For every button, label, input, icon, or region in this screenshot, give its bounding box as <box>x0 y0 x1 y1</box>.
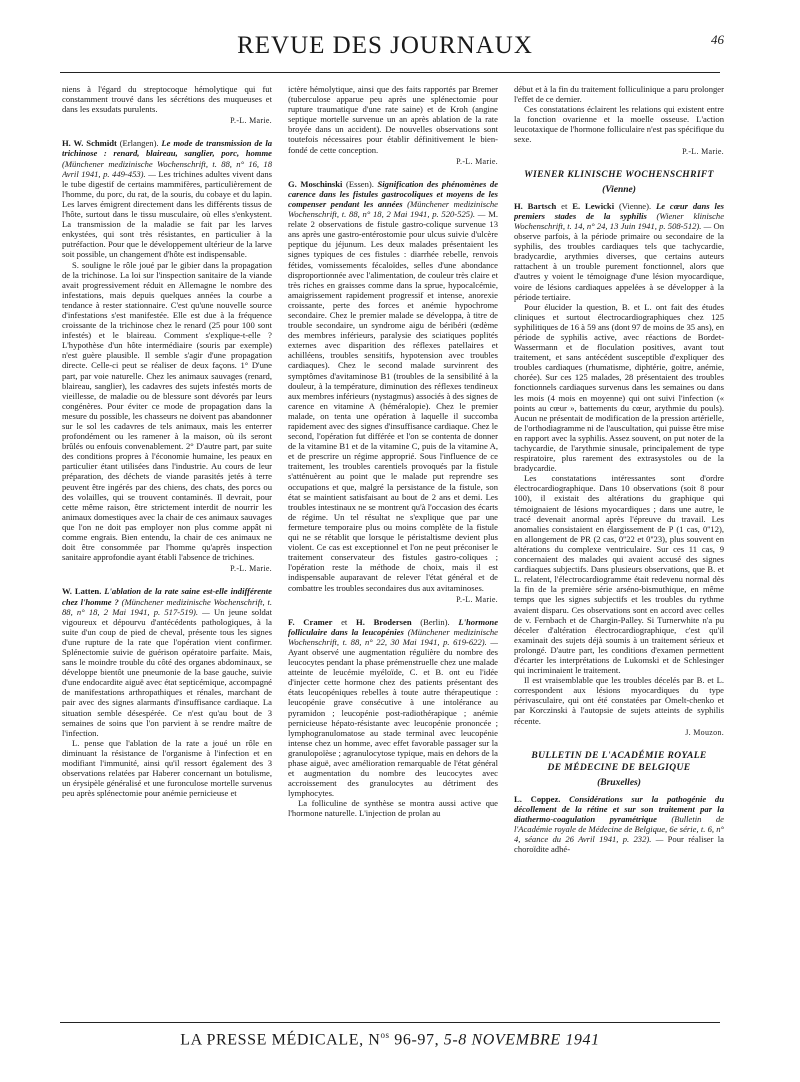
article-heading: H. Bartsch et E. Lewicki (Vienne). Le cœur dans les premiers stades de la syphilis (Wiener klinische Wochenschrift, t. 14, n° 24, 13 Juin 1941, p. 508-512). — On observe parfois, à la période primaire ou secondaire de la syphilis, des troubles cardiaques tels que tachycardie, bradycardie, arythmies diverses, que certains auteurs rattachent à un trouble purement fonctionnel, alors que d'autres y voient le témoignage d'une lésion myocardique, voire de lésions cardiaques appelées à se développer à la période tertiaire. <box>514 200 724 302</box>
paragraph: Ayant observé une augmentation régulière du nombre des leucocytes pendant la phase prémenstruelle chez une malade atteinte de leucémie myéloïde, C. et B. ont eu l'idée d'injecter cette hormone chez des patients présentant des états leucopéniques rebelles à toute autre thérapeutique : leucopénie grave consécutive à une intolérance au pyramidon ; leucopénie post-radiothérapique ; anémie pernicieuse hépato-résistante avec leucopénie prononcée ; lymphogranulomatose au stade terminal avec leucopénie intense chez un homme, avec effet favorable passager sur la granulopoïèse ; agranulocytose typique, mais en dehors de la phase aiguë, avec amélioration remarquable de l'état général et augmentation du nombre des leucocytes avec accroissement des granulocytes au détriment des lymphocytes. <box>288 646 498 799</box>
author: F. Cramer <box>288 616 333 627</box>
article-title: Signification des phénomènes de carence dans les fistules gastrocoliques et moyens de les compenser pendant les années <box>288 178 498 209</box>
citation: (Bulletin de l'Académie royale de Médecine de Belgique, 6e série, t. 6, n° 4, séance du 26 Avril 1941, p. 232). — <box>514 814 724 845</box>
article-title: Le cœur dans les premiers stades de la syphilis <box>514 200 724 221</box>
article-title: Le mode de transmission de la trichinose : renard, blaireau, sanglier, porc, homme <box>62 138 272 159</box>
issue-date: 5-8 NOVEMBRE 1941 <box>443 1031 600 1049</box>
paragraph: S. souligne le rôle joué par le gibier dans la propagation de la trichinose. La loi sur l'inspection sanitaire de la viande avait progressivement réduit en Allemagne le nombre des infestations, mais depuis quelques années la courbe a tendance à rester stationnaire. C'est qu'une nouvelle source d'infestations s'est manifestée. Elle est due à la fréquence croissante de la trichinose chez le renard (25 pour 100 sont infestés) et le blaireau. Comment s'explique-t-elle ? L'hypothèse d'un hôte intermédiaire (souris par exemple) n'est guère plausible. Il semble s'agir d'une propagation directe. Celle-ci peut se réaliser de deux façons. 1° D'une part, par voie naturelle. Chez les animaux sauvages (renard, blaireau, sanglier), les cadavres des sujets infestés morts de vieillesse, de maladie ou de blessure sont dévorés par leurs congénères. Pour éviter ce mode de propagation dans la mesure du possible, les chasseurs ne doivent pas abandonner sur le sol les cadavres de tels animaux, mais les enterrer profondément ou les ramener à la maison, où ils seront brûlés ou enfouis convenablement. 2° D'autre part, par suite des conditions propres à l'économie humaine, les peaux en particulier étant utilisées dans l'industrie. Au cours de leur préparation, des déchets de viande parasités jetés à terre peuvent être ingérés par des chiens, des chats, des porcs ou des volailles, qui se trouvent contaminés. Il devrait, pour cette même raison, être strictement interdit de nourrir les animaux domestiques avec la chair de ces animaux sauvages que l'on ne doit pas employer non plus comme appât ni comme engrais. Bien entendu, la chair de ces animaux ne doit être consommée par l'homme qu'après inspection sanitaire approfondie ayant établi l'absence de trichines. <box>62 259 272 563</box>
author: L. Coppez. <box>514 793 561 804</box>
article-continuation <box>514 84 724 157</box>
author: H. Bartsch <box>514 200 557 211</box>
article-heading <box>514 794 724 855</box>
signature: P.-L. Marie. <box>230 564 272 574</box>
journal-section-heading: BULLETIN DE L'ACADÉMIE ROYALE DE MÉDECINE DE BELGIQUE <box>531 750 707 773</box>
header-rule <box>60 72 720 73</box>
paragraph: Pour réaliser la choroïdite adhé- <box>514 834 724 855</box>
paragraph: Il est vraisemblable que les troubles décelés par B. et L. correspondent aux lésions myocardiques du type périvasculaire, qui ont été constatées par Omelt-chenko et par Korczinski à l'autopsie de sujets atteints de syphilis récente. <box>514 675 724 726</box>
article-coppez <box>514 794 724 855</box>
journal-section-title: REVUE DES JOURNAUX <box>237 32 533 59</box>
page-footer <box>60 1030 720 1049</box>
paragraph: niens à l'égard du streptocoque hémolytique qui fut constamment trouvé dans les sécrétions des muqueuses et dans les exsudats purulents. <box>62 84 272 115</box>
author: W. Latten. <box>62 586 102 597</box>
author: E. Lewicki <box>572 200 615 211</box>
paragraph: Les trichines adultes vivent dans le tube digestif de certains mammifères, particulièrement de l'homme, du porc, du rat, de la souris, du cobaye et du lapin. Les larves émigrent directement dans les différents tissus de l'hôte, surtout dans le tissu musculaire, où elles s'enkystent. La transmission de la maladie se fait par les larves enkystées, qui sont très résistantes, en particulier à la putréfaction. Pour que le développement ultérieur de la larve soit possible, un changement d'hôte est indispensable. <box>62 168 272 260</box>
paragraph: Les constatations intéressantes sont d'ordre électrocardiographique. Dans 10 observations (soit 8 pour 100), il existait des altérations du graphique qui témoignaient de lésions myocardiques ; dans une autre, le tracé devenait anormal après l'épreuve du travail. Les anomalies consistaient en élargissement de P (1 cas, 0''12), en allongement de PR (2 cas, 0''22 et 0''23), plus souvent en altérations du complexe ventriculaire. Sur ces 11 cas, 9 concernaient des malades qui avaient accusé des signes cardiaques subjectifs. Dans plusieurs observations, que B. et L. relatent, l'électrocardiogramme était redevenu normal dès la fin de la première série arséno-bismuthique, en même temps que les signes subjectifs et les troubles du rythme avaient disparu. Ces observations sont en accord avec celles de v. Fernbach et de Chargin-Palley. Si Turnerwhite n'a pu déceler d'altération électrocardiographique, c'est qu'il examinait des sujets déjà soumis à un traitement sérieux et prolongé. D'autre part, les conditions d'examen permettent d'écarter les interprétations de Lukomski et de Schlesinger qui incriminaient le traitement. <box>514 473 724 676</box>
article-title: L'ablation de la rate saine est-elle indifférente chez l'homme ? <box>62 586 272 607</box>
article-heading <box>62 586 272 737</box>
article-heading: H. W. Schmidt (Erlangen). Le mode de transmission de la trichinose : renard, blaireau, sanglier, porc, homme (Münchener medizinische Wochenschrift, t. 88, n° 16, 18 Avril 1941, p. 449-453). — Les trichines adultes vivent dans le tube digestif de certains mammifères, particulièrement de l'homme, du porc, du rat, de la souris, du cobaye et du lapin. Les larves émigrent directement dans les différents tissus de l'hôte, surtout dans le tissu musculaire, où elles s'enkystent. La transmission de la maladie se fait par les larves enkystées, qui sont très résistantes, en particulier à la putréfaction. Pour que le développement ultérieur de la larve soit possible, un changement d'hôte est indispensable. <box>62 138 272 260</box>
footer-rule <box>60 1022 720 1023</box>
journal-section-heading: WIENER KLINISCHE WOCHENSCHRIFT <box>524 169 714 180</box>
citation: (Münchener medizinische Wochenschrift, t. 88, n° 16, 18 Avril 1941, p. 449-453). — <box>62 158 272 179</box>
paragraph: On observe parfois, à la période primaire ou secondaire de la syphilis, des troubles cardiaques tels que tachycardie, bradycardie, arythmies diverses, que certains auteurs rattachent à un trouble purement fonctionnel, alors que d'autres y voient le témoignage d'une lésion myocardique, voire de lésions cardiaques appelées à se développer à la période tertiaire. <box>514 220 724 302</box>
article-schmidt <box>62 138 272 574</box>
article-heading: G. Moschinski (Essen). Signification des phénomènes de carence dans les fistules gastrocoliques et moyens de les compenser pendant les années (Münchener medizinische Wochenschrift, t. 88, n° 18, 2 Mai 1941, p. 520-525). — M. relate 2 observations de fistule gastro-colique survenue 13 ans après une gastro-entérostomie pour ulcus suivie d'ulcère peptique du jéjunum. Les deux malades présentaient les signes typiques de ces fistules : diarrhée rebelle, renvois fétides, vomissements fécaloïdes, selles d'une abondance disproportionnée avec l'alimentation, de couleur très claire et très riches en graisses comme dans la sprue, hypocalcémie, amaigrissement rapidement progressif et intense, anorexie croissante, perte des forces et anémie hypochrome secondaire. Chez le premier malade se développa, à titre de trouble secondaire, un syndrome aigu de béribéri (œdème des membres inférieurs, paralysie des sciatiques poplités externes avec disparition des réflexes patellaires et achilléens, troubles sensitifs, hypotension avec troubles cardiaques). Chez le second malade survinrent des symptômes d'avitaminose B1 (troubles de la sensibilité à la douleur, à la température, diminution des réflexes tendineux aux membres inférieurs (nystagmus) associés à des signes de carence en vitamine A (héméralopie). Chez le premier malade, on tenta une opération à laquelle il succomba rapidement avec des signes d'insuffisance cardiaque. Chez le second, l'opération fut différée et l'on se contenta de donner de la vitamine B1 et de la vitamine C, puis de la vitamine A, et de prescrire un régime approprié. Sous l'influence de ce traitement, les troubles carentiels provoqués par la fistule s'atténuèrent au point que le malade put reprendre ses occupations et que, malgré la persistance de la fistule, son état se maintient satisfaisant au bout de 2 ans et demi. Les troubles intestinaux ne se montrent qu'à l'occasion des écarts de régime. Un tel résultat ne s'explique que par une fermeture temporaire plus ou moins complète de la fistule qui ne se rétablit que lorsque le péristaltisme devient plus violent. Ce cas est exceptionnel et l'on ne peut préconiser le traitement conservateur des fistules gastro-coliques ; l'opération reste la méthode de choix, mais il est indispensable auparavant de relever l'état général et de combattre les troubles secondaires dus aux avitaminoses. <box>288 178 498 593</box>
issue-numbers: 96-97, <box>389 1031 444 1049</box>
citation: (Münchener medizinische Wochenschrift, t. 88, n° 18, 2 Mai 1941, p. 520-525). — <box>288 198 498 220</box>
page-header <box>60 30 724 68</box>
article-title: L'hormone folliculaire dans la leucopénies <box>288 616 498 637</box>
column-3 <box>514 84 724 1014</box>
citation: (Münchener medizinische Wochenschrift, t. 88, n° 22, 30 Mai 1941, p. 619-622). — <box>288 626 498 647</box>
signature: P.-L. Marie. <box>456 156 498 166</box>
signature: P.-L. Marie. <box>456 594 498 604</box>
article-moschinski <box>288 179 498 605</box>
article-continuation <box>288 84 498 167</box>
article-continuation <box>62 84 272 126</box>
paragraph: Ces constatations éclairent les relations qui existent entre la fonction ovarienne et la moelle osseuse. L'action leucotaxique de l'hormone folliculaire n'est pas spécifique du sexe. <box>514 104 724 145</box>
signature: J. Mouzon. <box>685 727 724 737</box>
journal-city: (Vienne) <box>602 184 636 195</box>
paragraph: M. relate 2 observations de fistule gastro-colique survenue 13 ans après une gastro-entérostomie pour ulcus suivie d'ulcère peptique du jéjunum. Les deux malades présentaient les signes typiques de ces fistules : diarrhée rebelle, renvois fétides, vomissements fécaloïdes, selles d'une abondance disproportionnée avec l'alimentation, de couleur très claire et très riches en graisses comme dans la sprue, hypocalcémie, amaigrissement rapidement progressif et intense, anorexie croissante, perte des forces et anémie hypochrome secondaire. Chez le premier malade se développa, à titre de trouble secondaire, un syndrome aigu de béribéri (œdème des membres inférieurs, paralysie des sciatiques poplités externes avec disparition des réflexes patellaires et achilléens, troubles sensitifs, hypotension avec troubles cardiaques). Chez le second malade survinrent des symptômes d'avitaminose B1 (troubles de la sensibilité à la douleur, à la température, diminution des réflexes tendineux aux membres inférieurs (nystagmus) associés à des signes de carence en vitamine A (héméralopie). Chez le premier malade, on tenta une opération à laquelle il succomba rapidement avec des signes d'insuffisance cardiaque. Chez le second, l'opération fut différée et l'on se contenta de donner de la vitamine B1 et de la vitamine C, puis de la vitamine A, et de prescrire un régime approprié. Sous l'influence de ce traitement, les troubles carentiels provoqués par la fistule s'atténuèrent au point que le malade put reprendre ses occupations et que, malgré la persistance de la fistule, son état se maintient satisfaisant au bout de 2 ans et demi. Les troubles intestinaux ne se montrent qu'à l'occasion des écarts de régime. Un tel résultat ne s'explique que par une fermeture temporaire plus ou moins complète de la fistule qui ne se rétablit que lorsque le péristaltisme devient plus violent. Ce cas est exceptionnel et l'on ne peut préconiser le traitement conservateur des fistules gastro-coliques ; l'opération reste la méthode de choix, mais il est indispensable auparavant de relever l'état général et de combattre les troubles secondaires dus aux avitaminoses. <box>288 209 498 593</box>
article-title: Considérations sur la pathogénie du décollement de la rétine et sur son traitement par la diathermo-coagulation pyramétrique <box>514 793 724 824</box>
paragraph: La folliculine de synthèse se montra aussi active que l'hormone naturelle. L'injection de prolan au <box>288 798 498 819</box>
article-cramer <box>288 617 498 819</box>
article-bartsch <box>514 201 724 738</box>
column-2 <box>288 84 498 1014</box>
column-1 <box>62 84 272 1014</box>
journal-name: LA PRESSE MÉDICALE, N <box>180 1031 381 1049</box>
citation: (Wiener klinische Wochenschrift, t. 14, n° 24, 13 Juin 1941, p. 508-512). — <box>514 210 724 231</box>
author: H. W. Schmidt <box>62 138 117 149</box>
citation: (Münchener medizinische Wochenschrift, t. 88, n° 18, 2 Mai 1941, p. 517-519). — <box>62 596 272 617</box>
signature: P.-L. Marie. <box>230 116 272 126</box>
author: H. Brodersen <box>356 616 412 627</box>
article-latten <box>62 586 272 798</box>
page-number: 46 <box>711 32 724 47</box>
article-heading: F. Cramer et H. Brodersen (Berlin). L'hormone folliculaire dans la leucopénies (Münchener medizinische Wochenschrift, t. 88, n° 22, 30 Mai 1941, p. 619-622). — Ayant observé une augmentation régulière du nombre des leucocytes pendant la phase prémenstruelle chez une malade atteinte de leucémie myéloïde, C. et B. ont eu l'idée d'injecter cette hormone chez des patients présentant des états leucopéniques rebelles à toute autre thérapeutique : leucopénie grave consécutive à une intolérance au pyramidon ; leucopénie post-radiothérapique ; anémie pernicieuse hépato-résistante avec leucopénie prononcée ; lymphogranulomatose au stade terminal avec leucopénie intense chez un homme, avec effet favorable passager sur la granulopoïèse ; agranulocytose typique, mais en dehors de la phase aiguë, avec amélioration remarquable de l'état général et augmentation du nombre des leucocytes avec accroissement des granulocytes au détriment des lymphocytes. <box>288 616 498 799</box>
signature: P.-L. Marie. <box>682 146 724 156</box>
journal-city: (Bruxelles) <box>597 777 641 788</box>
paragraph: Un jeune soldat vigoureux et dépourvu d'antécédents pathologiques, à la suite d'un coup de pied de cheval, présente tous les signes d'une rupture de la rate que l'opération vient confirmer. Splénectomie suivie de guérison opératoire parfaite. Mais, sans le moindre trouble du côté des organes abdominaux, se développe bientôt une pneumonie de la base gauche, suivie d'une endocardite aiguë avec état septicémique, accompagné de manifestations arthropathiques et rénales, marchant de pair avec des signes alarmants d'insuffisance cardiaque. La situation semble désespérée. Ce n'est qu'au bout de 3 semaines de soins que l'on parvient à se rendre maître de l'infection. <box>62 606 272 738</box>
author: G. Moschinski <box>288 178 343 189</box>
paragraph: Pour élucider la question, B. et L. ont fait des études cliniques et surtout électrocardiographiques chez 125 syphilitiques de 16 à 59 ans (dont 97 de moins de 35 ans), en période de syphilis active, avec réactions de Bordet-Wassermann et de floculation positives, avant tout traitement, et sans antécédent susceptible d'expliquer des troubles cardiaques (rhumatisme, diphtérie, goitre, anémie, chorée). Sur ces 125 malades, 28 présentaient des troubles fonctionnels cardiaques survenus dans les semaines ou dans les mois (4 mois en moyenne) qui ont suivi l'infection (« points au cœur », battements du cœur, arythmie du pouls). Aucun ne présentait de modification de la pression artérielle, de l'orthodiagramme ni de l'auscultation, qui puisse être mise en rapport avec la syphilis. Assez souvent, on put noter de la tachycardie, de l'arythmie sinusale, principalement de type respiratoire, plus rarement des extrasystoles ou de la bradycardie. <box>514 301 724 474</box>
paragraph: début et à la fin du traitement folliculinique a paru prolonger l'effet de ce dernier. <box>514 84 724 105</box>
paragraph: ictère hémolytique, ainsi que des faits rapportés par Bremer (tuberculose apparue peu après une splénectomie pour rupture traumatique d'une rate saine) et de Kroh (angine septique mortelle survenue un an après ablation de la rate broyée dans un accident). De nouvelles observations sont toutefois nécessaires pour établir définitivement le bien-fondé de cette conception. <box>288 84 498 155</box>
issue-abbrev: os <box>380 1030 390 1040</box>
paragraph: L. pense que l'ablation de la rate a joué un rôle en diminuant la résistance de l'organisme à l'infection et en modifiant l'immunité, ainsi qu'il ressort également des 3 observations relatées par Haberer concernant un botulisme, un érysipèle généralisé et une furonculose mortelle survenus peu après splénectomie pour anémie pernicieuse et <box>62 737 272 799</box>
